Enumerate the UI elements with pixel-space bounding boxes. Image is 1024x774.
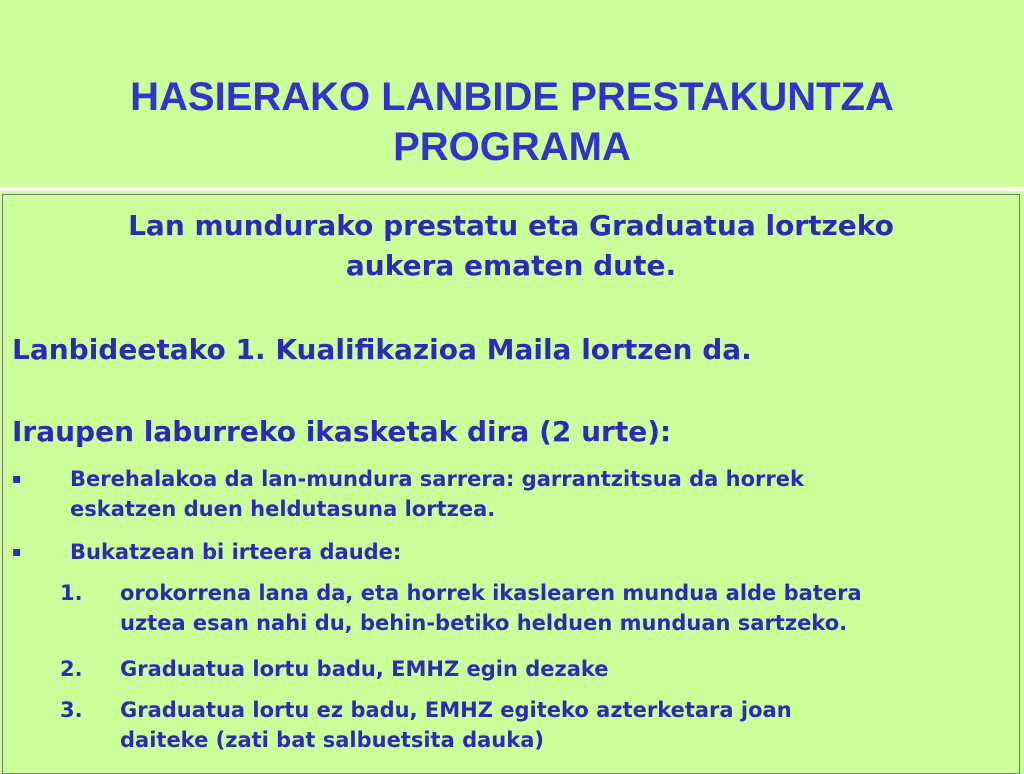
item-number: 3. [60, 698, 83, 722]
numbered-item [60, 654, 1015, 684]
lead-line2: aukera ematen dute. [345, 249, 677, 282]
numbered-line2: uztea esan nahi du, behin-betiko helduen munduan sartzeko. [120, 611, 848, 635]
bullet-line2: eskatzen duen heldutasuna lortzea. [70, 497, 496, 521]
bullet-marker-icon: ▪ [12, 471, 22, 487]
content-box [2, 194, 1020, 774]
bullet-text [70, 537, 1005, 567]
numbered-text [120, 695, 1015, 755]
numbered-line2: daiteke (zati bat salbuetsita dauka) [120, 728, 544, 752]
bullet-item [12, 537, 1002, 567]
bullet-marker-icon: ▪ [12, 544, 22, 560]
slide-title-line1: HASIERAKO LANBIDE PRESTAKUNTZA [130, 75, 894, 119]
numbered-text [120, 578, 1015, 638]
item-number: 1. [60, 581, 83, 605]
bullet-line1: Berehalakoa da lan-mundura sarrera: garrantzitsua da horrek [70, 467, 804, 491]
numbered-item [60, 578, 1015, 640]
numbered-line1: Graduatua lortu ez badu, EMHZ egiteko azterketara joan [120, 698, 792, 722]
title-area [0, 0, 1024, 192]
slide-title-line2: PROGRAMA [393, 125, 631, 169]
bullet-item [12, 464, 1002, 526]
lead-statement [3, 206, 1019, 286]
item-number: 2. [60, 657, 83, 681]
numbered-item [60, 695, 1015, 757]
numbered-text [120, 654, 1015, 684]
title-divider [0, 187, 1024, 191]
lead-line1: Lan mundurako prestatu eta Graduatua lortzeko [128, 209, 894, 242]
qualification-text: Lanbideetako 1. Kualifikazioa Maila lortzen da. [12, 333, 752, 366]
bullet-text [70, 464, 1005, 524]
slide-title [0, 72, 1024, 172]
duration-text: Iraupen laburreko ikasketak dira (2 urte): [12, 415, 672, 448]
numbered-line1: Graduatua lortu badu, EMHZ egin dezake [120, 657, 609, 681]
numbered-line1: orokorrena lana da, eta horrek ikaslearen mundua alde batera [120, 581, 862, 605]
bullet-line1: Bukatzean bi irteera daude: [70, 540, 402, 564]
